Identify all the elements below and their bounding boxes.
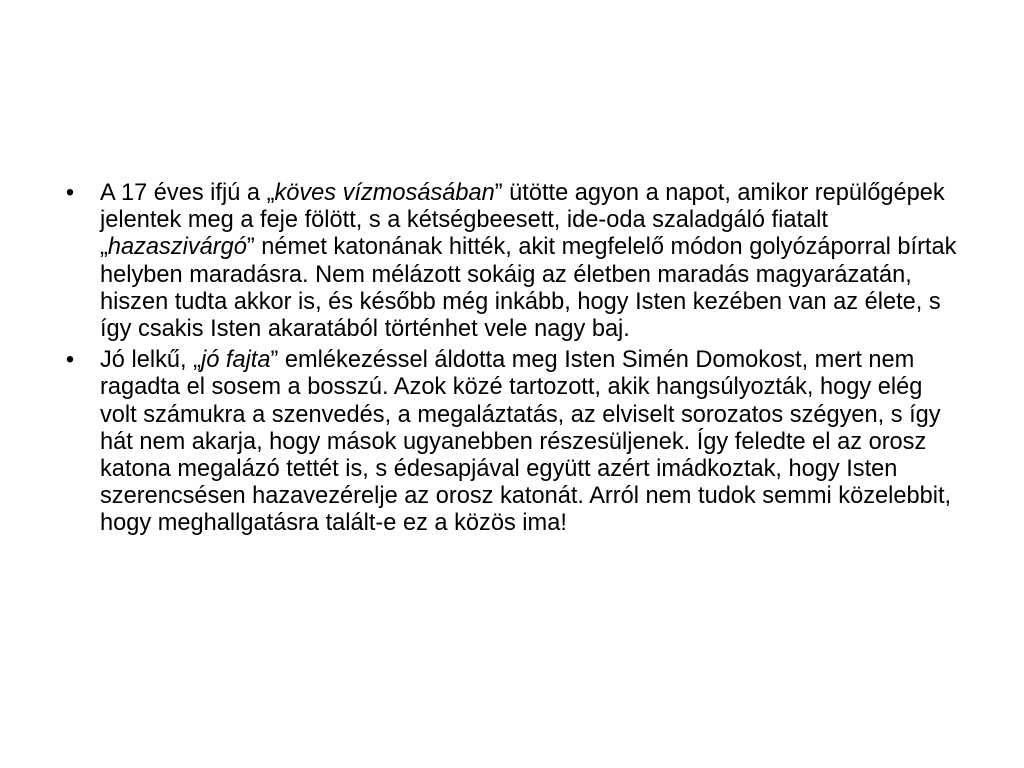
text-segment: A 17 éves ifjú a „ xyxy=(100,180,275,206)
bullet-item xyxy=(60,180,960,343)
bullet-list xyxy=(60,180,960,542)
italic-phrase: hazaszivárgó xyxy=(107,234,247,261)
bullet-icon: • xyxy=(65,347,75,374)
text-segment: ” ütötte agyon a napot, amikor repülőgépek jelentek meg a feje fölött, s a kétségbeesett, ide-oda szaladgáló fiatalt „ xyxy=(100,180,945,261)
italic-phrase: köves vízmosásában xyxy=(274,180,495,206)
italic-phrase: jó fajta xyxy=(200,347,271,374)
bullet-icon: • xyxy=(65,180,75,206)
text-segment: ” emlékezéssel áldotta meg Isten Simén Domokost, mert nem ragadta el sosem a bosszú. Azok közé tartozott, akik hangsúlyozták, hogy elég volt számukra a szenvedés, a megaláztatás, az elviselt sorozatos szégyen, s így hát nem akarja, hogy mások ugyanebben részesüljenek. Így feledte el az orosz katona megalázó tettét is, s édesapjával együtt azért imádkoztak, hogy Isten szerencsésen hazavezérelje az orosz katonát. Arról nem tudok semmi közelebbit, hogy meghallgatásra talált-e ez a közös ima! xyxy=(100,347,952,537)
text-segment: Jó lelkű, „ xyxy=(100,347,201,374)
bullet-item xyxy=(60,347,960,537)
text-segment: ” német katonának hitték, akit megfelelő módon golyózáporral bírtak helyben maradásra. Nem mélázott sokáig az életben maradás magyarázatán, hiszen tudta akkor is, és később még inkább, hogy Isten kezében van az élete, s így csakis Isten akaratából történhet vele nagy baj. xyxy=(100,234,957,343)
